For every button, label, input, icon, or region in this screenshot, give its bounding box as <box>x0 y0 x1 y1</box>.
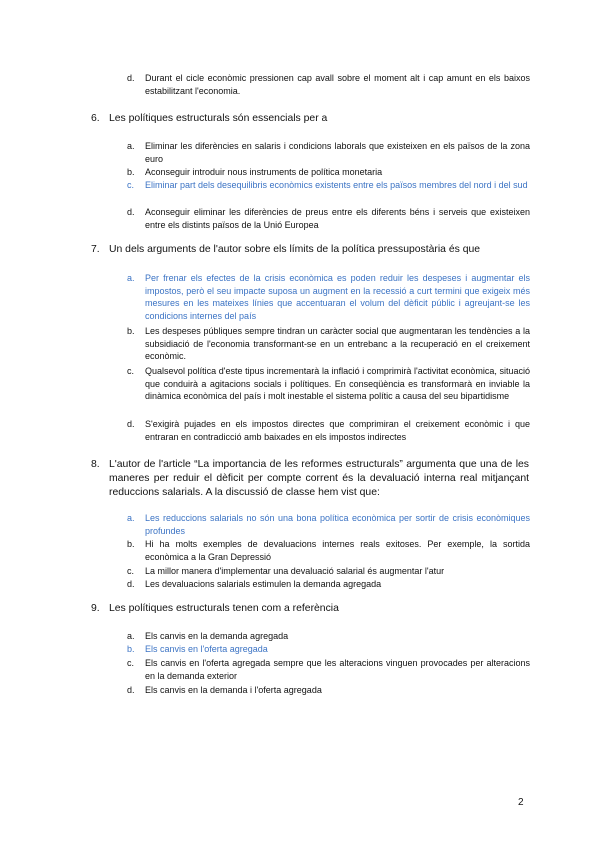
question-text: Les polítiques estructurals són essencials per a <box>109 113 328 124</box>
option-letter: c. <box>127 566 135 576</box>
option-text: Eliminar les diferències en salaris i condicions laborals que existeixen en els països de la zona euro <box>145 141 530 164</box>
answer-option <box>127 206 530 231</box>
option-letter: b. <box>127 326 135 336</box>
option-letter: d. <box>127 579 135 589</box>
answer-option <box>127 657 530 682</box>
answer-option-highlighted <box>127 272 530 322</box>
option-text: Les reduccions salarials no són una bona política econòmica per sortir de crisis econòmiques profundes <box>145 513 530 536</box>
option-text: Els canvis en l'oferta agregada <box>145 644 268 654</box>
option-letter: a. <box>127 141 135 151</box>
option-letter: a. <box>127 631 135 641</box>
answer-option-highlighted <box>127 512 530 537</box>
answer-option-highlighted <box>127 179 530 192</box>
option-letter: c. <box>127 658 135 668</box>
answer-option <box>127 565 530 578</box>
answer-option <box>127 578 530 591</box>
page-number: 2 <box>518 797 524 808</box>
option-text: Per frenar els efectes de la crisis econòmica es poden reduir les despeses i augmentar els impostos, però el seu impacte suposa un augment en la recessió a curt termini que exigeix més mesures en les mateixes línies que accentuaran el volum del dèficit públic i agreujant-se les condicions internes del país <box>145 273 530 321</box>
answer-option <box>127 630 530 643</box>
answer-option <box>127 365 530 403</box>
question-number: 9. <box>91 603 100 614</box>
question-number: 6. <box>91 113 100 124</box>
option-letter: d. <box>127 207 135 217</box>
option-letter: d. <box>127 685 135 695</box>
answer-option-highlighted <box>127 643 530 656</box>
option-letter: b. <box>127 644 135 654</box>
answer-option <box>127 72 530 97</box>
option-letter: c. <box>127 366 135 376</box>
option-text: Hi ha molts exemples de devaluacions internes reals exitoses. Per exemple, la sortida econòmica a la Gran Depressió <box>145 539 530 562</box>
question-text: Un dels arguments de l'autor sobre els límits de la política pressupostària és que <box>109 244 481 255</box>
answer-option <box>127 166 530 179</box>
question-number: 7. <box>91 244 100 255</box>
option-text: Els canvis en la demanda i l'oferta agregada <box>145 685 322 695</box>
question-text: Les polítiques estructurals tenen com a referència <box>109 603 339 614</box>
answer-option <box>127 538 530 563</box>
answer-option <box>127 325 530 363</box>
option-text: S'exigirà pujades en els impostos directes que comprimiran el creixement econòmic i que entraran en contradicció amb baixades en els impostos indirectes <box>145 419 530 442</box>
option-letter: a. <box>127 273 135 283</box>
option-text: Aconseguir eliminar les diferències de preus entre els diferents béns i serveis que existeixen entre els distints països de la Unió Europea <box>145 207 530 230</box>
option-letter: b. <box>127 539 135 549</box>
option-letter: b. <box>127 167 135 177</box>
option-letter: d. <box>127 73 135 83</box>
answer-option <box>127 140 530 165</box>
option-text: Les devaluacions salarials estimulen la demanda agregada <box>145 579 382 589</box>
option-text: Qualsevol política d'este tipus incrementarà la inflació i comprimirà l'activitat econòmica, situació que conduirà a agitacions socials i polítiques. En conseqüència es transformarà en inviable la dinàmica econòmica del país i molt inestable el sistema polític a causa del seu bipartidisme <box>145 366 530 401</box>
option-letter: d. <box>127 419 135 429</box>
option-letter: c. <box>127 180 135 190</box>
answer-option <box>127 684 530 697</box>
option-text: Durant el cicle econòmic pressionen cap avall sobre el moment alt i cap amunt en els baixos estabilitzant l'economia. <box>145 73 530 96</box>
question-number: 8. <box>91 459 100 470</box>
option-text: Les despeses públiques sempre tindran un caràcter social que augmentaran les tendències a la subsidiació de l'economia transformant-se en un entrebanc a la recuperació en el creixement econòmic. <box>145 326 530 361</box>
answer-option <box>127 418 530 443</box>
option-text: La millor manera d'implementar una devaluació salarial és augmentar l'atur <box>145 566 445 576</box>
option-text: Eliminar part dels desequilibris econòmics existents entre els països membres del nord i del sud <box>145 180 528 190</box>
option-text: Els canvis en l'oferta agregada sempre que les alteracions vinguen provocades per alteracions en la demanda exterior <box>145 658 530 681</box>
option-text: Aconseguir introduir nous instruments de política monetaria <box>145 167 383 177</box>
option-text: Els canvis en la demanda agregada <box>145 631 289 641</box>
option-letter: a. <box>127 513 135 523</box>
question-text: L'autor de l'article “La importancia de les reformes estructurals” argumenta que una de les maneres per reduir el dèficit per compte corrent és la devaluació interna real mitjançant reduccions salarials. A la discussió de classe hem vist que: <box>109 459 529 498</box>
